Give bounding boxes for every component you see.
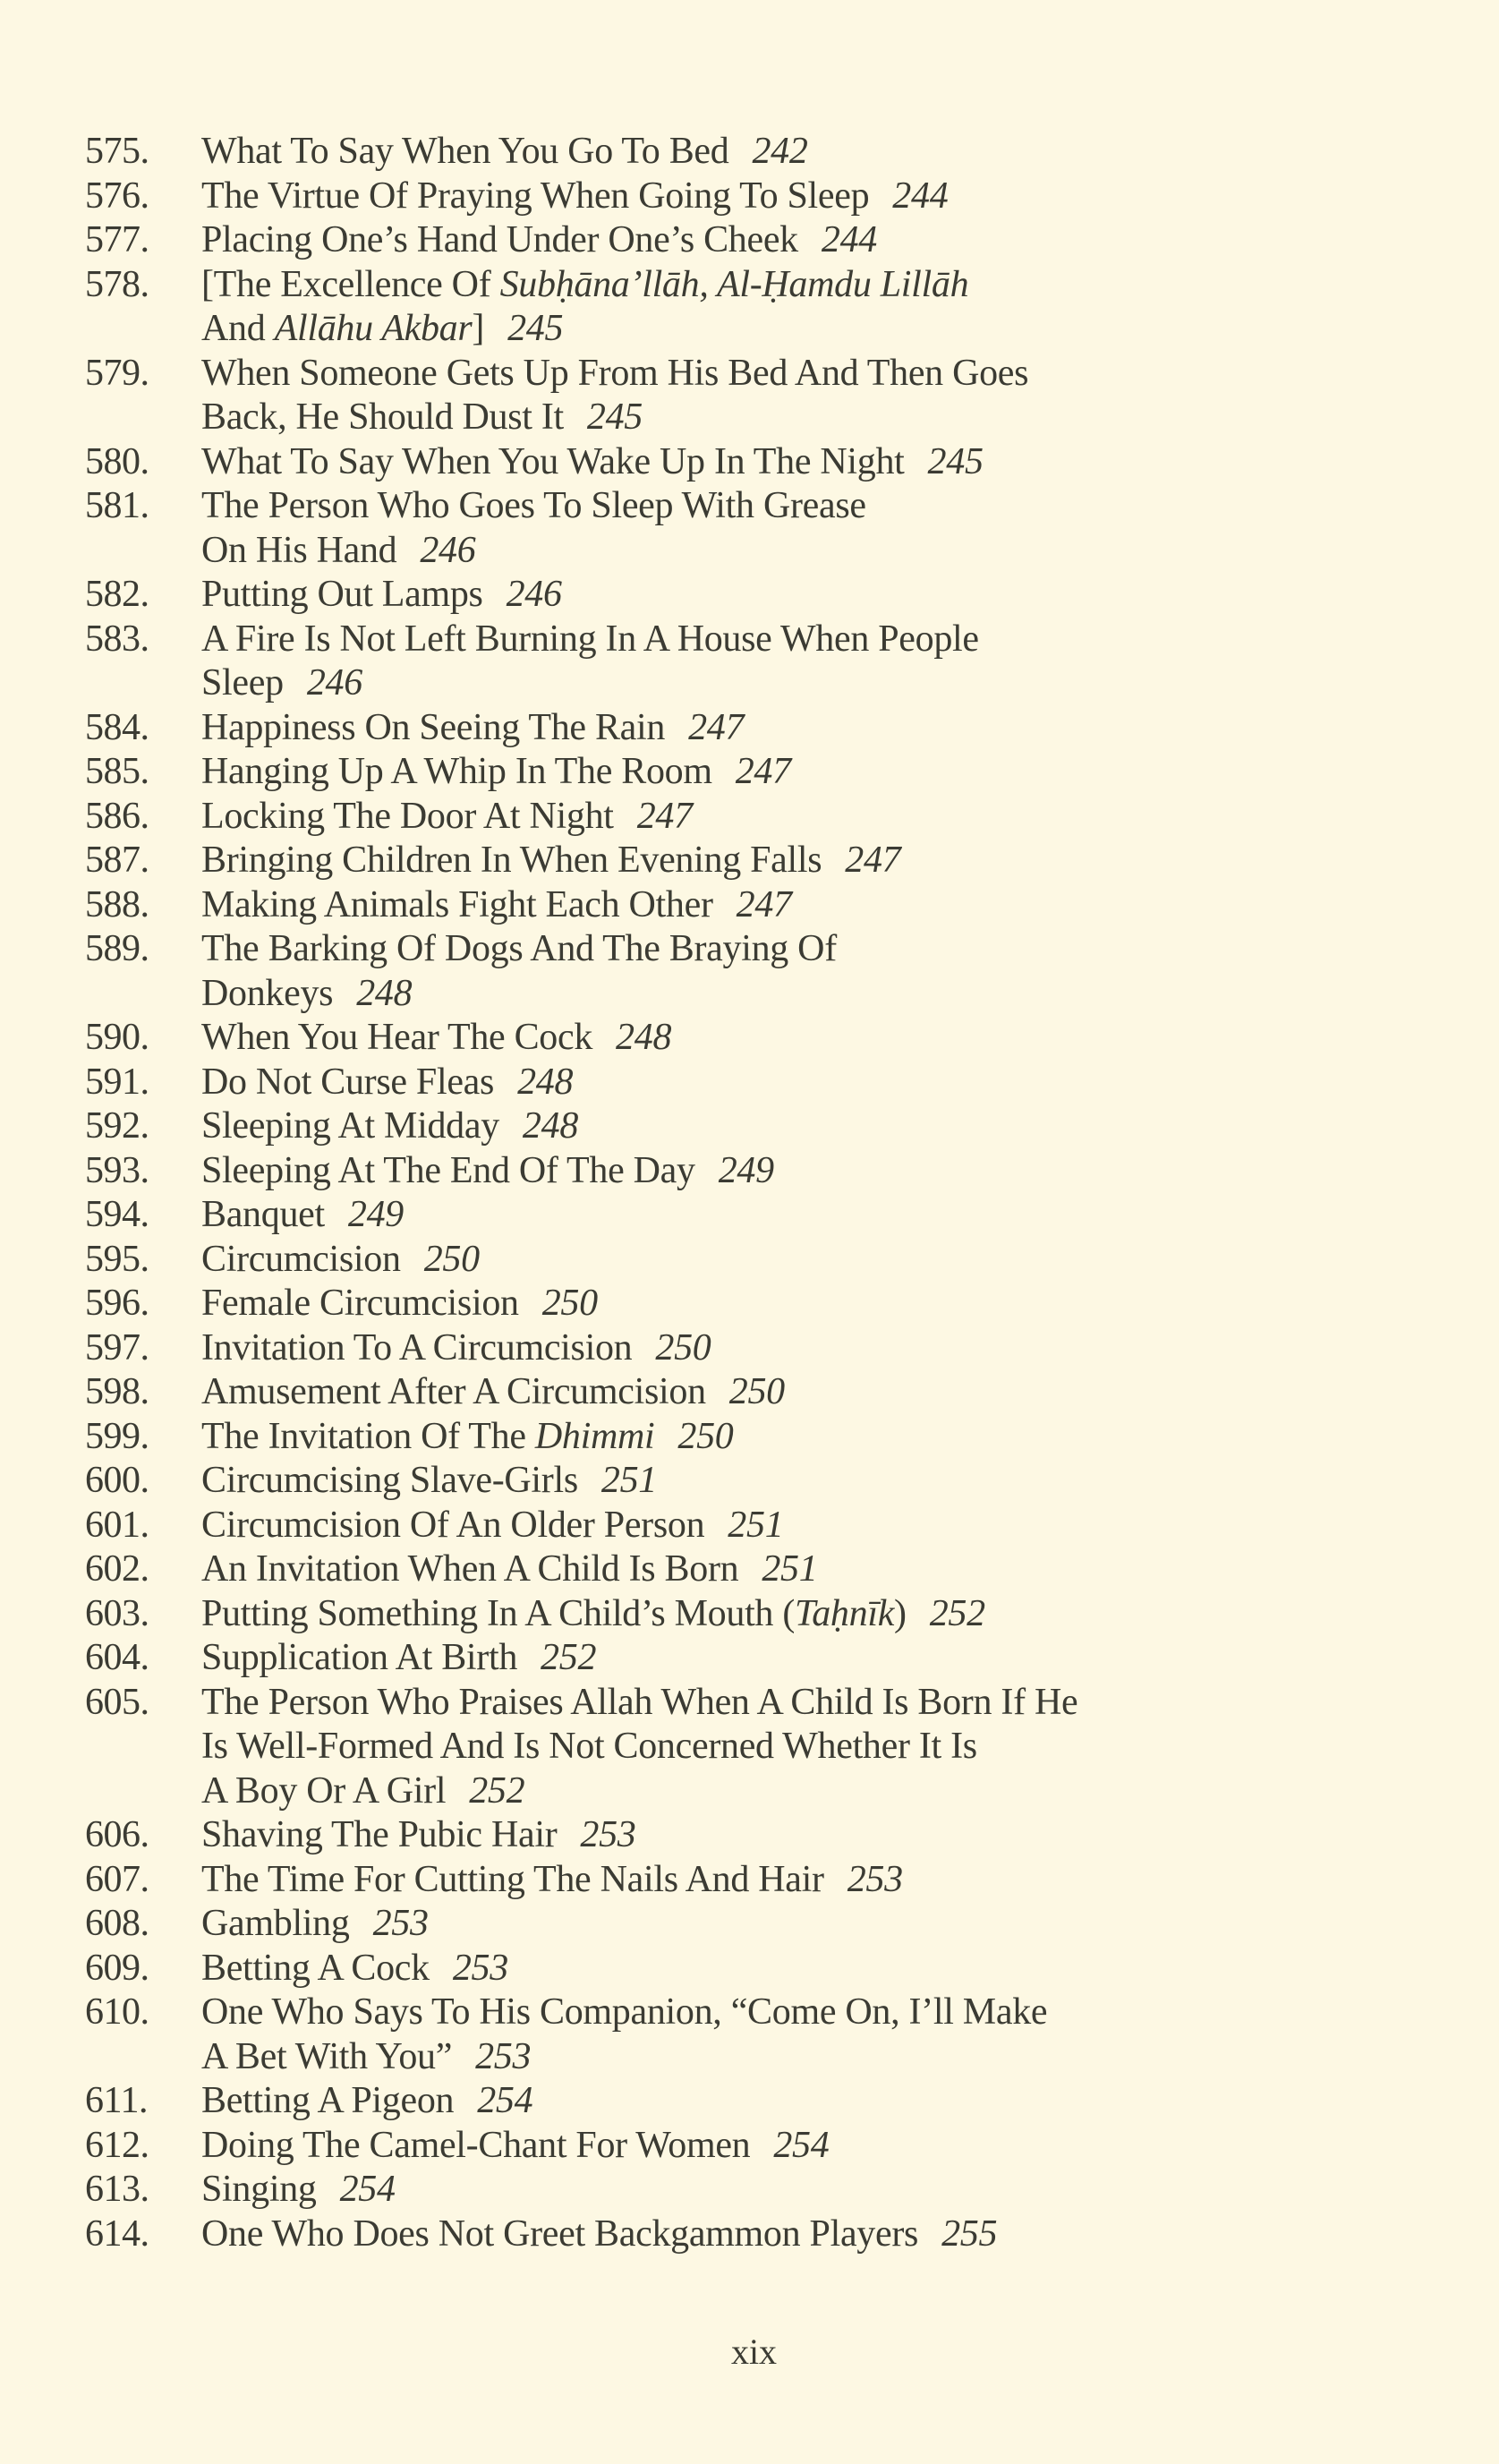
page-reference: 254	[477, 2080, 533, 2121]
entry-number: 607.	[85, 1858, 149, 1900]
page-reference: 247	[636, 795, 693, 837]
entry-title-line	[201, 2035, 1047, 2080]
page-reference: 244	[892, 175, 949, 217]
toc-entry	[85, 2168, 1410, 2212]
entry-title-line	[201, 661, 979, 706]
toc-entry	[85, 1592, 1410, 1637]
title-text: The Invitation Of The	[201, 1415, 535, 1457]
title-text: Circumcision	[201, 1238, 401, 1280]
toc-entry	[85, 1504, 1410, 1548]
entry-number: 602.	[85, 1548, 149, 1590]
page-reference: 245	[927, 440, 984, 482]
entry-title-line	[201, 2168, 396, 2212]
title-text: Shaving The Pubic Hair	[201, 1814, 558, 1855]
title-text: Locking The Door At Night	[201, 795, 614, 837]
entry-title	[201, 2168, 396, 2212]
entry-title	[201, 883, 792, 928]
entry-title	[201, 1504, 783, 1548]
title-text: Putting Something In A Child’s Mouth (	[201, 1592, 796, 1634]
entry-number: 585.	[85, 751, 149, 792]
entry-number: 596.	[85, 1283, 149, 1324]
title-text: One Who Says To His Companion, “Come On, I’ll Make	[201, 1991, 1048, 2033]
toc-entry	[85, 706, 1410, 751]
entry-title	[201, 175, 948, 219]
toc-entry	[85, 1459, 1410, 1504]
entry-title-line	[201, 1238, 480, 1283]
toc-entry	[85, 1858, 1410, 1903]
page-reference: 250	[728, 1371, 785, 1412]
entry-number: 594.	[85, 1194, 149, 1235]
toc-entry	[85, 1636, 1410, 1681]
toc-entry	[85, 618, 1410, 706]
page-reference: 245	[507, 308, 564, 349]
entry-title-line	[201, 839, 900, 883]
toc-entry	[85, 1947, 1410, 1991]
page-reference: 254	[773, 2124, 830, 2166]
entry-title-line	[201, 1947, 508, 1991]
title-text: Donkeys	[201, 972, 334, 1014]
entry-title-line	[201, 1061, 573, 1105]
entry-title	[201, 1902, 429, 1947]
title-text: ]	[472, 308, 485, 349]
entry-title	[201, 839, 900, 883]
title-text: Sleeping At Midday	[201, 1105, 499, 1147]
entry-title-line	[201, 130, 808, 175]
entry-title-line	[201, 1991, 1047, 2035]
toc-entry	[85, 1813, 1410, 1858]
entry-title-line	[201, 218, 877, 263]
entry-title-line	[201, 2124, 829, 2169]
entry-number: 576.	[85, 175, 149, 217]
title-text: Making Animals Fight Each Other	[201, 883, 713, 925]
page-reference: 242	[752, 131, 808, 172]
entry-title	[201, 1370, 785, 1415]
title-text: Is Well-Formed And Is Not Concerned Whether It Is	[201, 1726, 977, 1767]
entry-title	[201, 1061, 573, 1105]
entry-title	[201, 618, 979, 706]
page-reference: 246	[306, 662, 362, 703]
entry-title-line	[201, 1370, 785, 1415]
toc-entry	[85, 1902, 1410, 1947]
page-reference: 248	[616, 1017, 672, 1058]
toc-entry	[85, 352, 1410, 440]
toc-entry	[85, 750, 1410, 795]
entry-number: 609.	[85, 1947, 149, 1989]
entry-number: 587.	[85, 840, 149, 881]
entry-title-line	[201, 927, 837, 972]
entry-title-line	[201, 1415, 734, 1460]
entry-number: 586.	[85, 795, 149, 837]
toc-entry	[85, 573, 1410, 618]
entry-title	[201, 1858, 903, 1903]
entry-title	[201, 263, 968, 352]
entry-title-line	[201, 706, 744, 751]
title-text: Betting A Pigeon	[201, 2080, 455, 2121]
entry-title-line	[201, 1725, 1077, 1769]
page-reference: 250	[423, 1238, 480, 1280]
entry-title	[201, 1947, 508, 1991]
toc-entry	[85, 1370, 1410, 1415]
page-reference: 253	[452, 1947, 508, 1989]
entry-title-line	[201, 883, 792, 928]
page-reference: 251	[762, 1548, 818, 1590]
entry-title-line	[201, 263, 968, 308]
page-reference: 250	[541, 1283, 598, 1324]
title-text: On His Hand	[201, 529, 397, 571]
page-reference: 253	[372, 1903, 429, 1944]
entry-title-line	[201, 2212, 997, 2257]
entry-title-line	[201, 1459, 657, 1504]
page-reference: 247	[736, 883, 792, 925]
entry-title-line	[201, 1547, 817, 1592]
title-text: Do Not Curse Fleas	[201, 1061, 495, 1103]
title-text: Back, He Should Dust It	[201, 396, 564, 438]
toc-entry	[85, 218, 1410, 263]
entry-number: 610.	[85, 1991, 149, 2033]
entry-title-line	[201, 795, 693, 840]
toc-entry	[85, 1282, 1410, 1326]
entry-title	[201, 1681, 1077, 1814]
title-text: Bringing Children In When Evening Falls	[201, 840, 822, 881]
title-text: [The Excellence Of	[201, 263, 500, 305]
title-text: Amusement After A Circumcision	[201, 1371, 706, 1412]
title-text: When Someone Gets Up From His Bed And Then Goes	[201, 352, 1029, 394]
entry-title	[201, 795, 693, 840]
page-reference: 254	[339, 2169, 396, 2210]
entry-number: 591.	[85, 1061, 149, 1103]
entry-title-line	[201, 440, 984, 485]
entry-title	[201, 1326, 711, 1371]
toc-entry	[85, 1991, 1410, 2079]
title-text: Female Circumcision	[201, 1283, 519, 1324]
entry-title-line	[201, 1858, 903, 1903]
entry-title	[201, 706, 744, 751]
title-text: A Boy Or A Girl	[201, 1769, 447, 1812]
title-text: What To Say When You Wake Up In The Night	[201, 440, 905, 482]
entry-number: 589.	[85, 928, 149, 969]
page-number: xix	[730, 2332, 778, 2372]
entry-title	[201, 484, 866, 573]
toc-entry	[85, 1238, 1410, 1283]
entry-title-line	[201, 1193, 404, 1238]
page-reference: 248	[356, 972, 413, 1014]
entry-title-line	[201, 352, 1028, 396]
entry-title-line	[201, 573, 562, 618]
toc-entry	[85, 839, 1410, 883]
entry-title-line	[201, 750, 791, 795]
entry-title	[201, 1636, 596, 1681]
entry-title	[201, 573, 562, 618]
toc-entry	[85, 1326, 1410, 1371]
title-text: Hanging Up A Whip In The Room	[201, 751, 712, 792]
toc-entry	[85, 1061, 1410, 1105]
title-text: Putting Out Lamps	[201, 574, 483, 615]
toc-entry	[85, 927, 1410, 1016]
entry-title-line	[201, 307, 968, 352]
title-text: Circumcision Of An Older Person	[201, 1504, 705, 1546]
entry-number: 614.	[85, 2212, 149, 2255]
page-reference: 247	[845, 840, 901, 881]
title-text: The Virtue Of Praying When Going To Sleep	[201, 175, 870, 217]
toc-entry	[85, 1193, 1410, 1238]
entry-number: 579.	[85, 352, 149, 394]
entry-title-line	[201, 1813, 636, 1858]
entry-title-line	[201, 1282, 598, 1326]
table-of-contents	[85, 130, 1410, 2256]
title-text: A Fire Is Not Left Burning In A House When People	[201, 618, 979, 660]
toc-entry	[85, 1016, 1410, 1061]
title-text: And	[201, 308, 275, 349]
toc-entry	[85, 1547, 1410, 1592]
entry-title	[201, 1813, 636, 1858]
title-text: Doing The Camel-Chant For Women	[201, 2124, 751, 2166]
entry-title	[201, 130, 808, 175]
entry-title-line	[201, 1016, 671, 1061]
entry-title	[201, 2124, 829, 2169]
entry-title	[201, 440, 984, 485]
entry-title-line	[201, 1149, 774, 1194]
page-reference: 249	[347, 1194, 404, 1235]
entry-number: 612.	[85, 2124, 149, 2166]
entry-title	[201, 1592, 985, 1637]
entry-title	[201, 1149, 774, 1194]
entry-title-line	[201, 1104, 578, 1149]
toc-entry	[85, 263, 1410, 352]
entry-number: 597.	[85, 1326, 149, 1368]
entry-number: 603.	[85, 1592, 149, 1634]
page-reference: 247	[688, 706, 745, 748]
entry-title-line	[201, 1636, 596, 1681]
entry-number: 581.	[85, 485, 149, 526]
entry-title-line	[201, 2079, 532, 2124]
entry-number: 580.	[85, 440, 149, 482]
page-reference: 248	[522, 1105, 579, 1147]
entry-number: 595.	[85, 1238, 149, 1280]
page-reference: 248	[517, 1061, 574, 1103]
entry-title	[201, 1193, 404, 1238]
entry-title	[201, 2079, 532, 2124]
transliterated-term: Subḥāna’llāh, Al-Ḥamdu Lillāh	[499, 263, 969, 305]
toc-entry	[85, 883, 1410, 928]
entry-title	[201, 218, 877, 263]
page-reference: 246	[506, 574, 562, 615]
title-text: An Invitation When A Child Is Born	[201, 1548, 739, 1590]
toc-entry	[85, 2212, 1410, 2257]
transliterated-term: Dhimmi	[534, 1415, 655, 1457]
entry-title-line	[201, 396, 1028, 440]
entry-number: 604.	[85, 1637, 149, 1678]
title-text: The Barking Of Dogs And The Braying Of	[201, 928, 837, 969]
title-text: )	[894, 1592, 907, 1634]
page-reference: 252	[929, 1592, 985, 1634]
page-reference: 250	[655, 1326, 711, 1368]
toc-entry	[85, 2079, 1410, 2124]
entry-title	[201, 927, 837, 1016]
entry-number: 592.	[85, 1105, 149, 1147]
entry-title	[201, 1016, 671, 1061]
entry-title	[201, 1282, 598, 1326]
entry-number: 600.	[85, 1460, 149, 1501]
transliterated-term: Taḥnīk	[795, 1592, 895, 1634]
entry-title-line	[201, 1902, 429, 1947]
title-text: Betting A Cock	[201, 1947, 430, 1989]
title-text: Placing One’s Hand Under One’s Cheek	[201, 219, 798, 260]
title-text: When You Hear The Cock	[201, 1017, 593, 1058]
title-text: Singing	[201, 2169, 317, 2210]
title-text: Invitation To A Circumcision	[201, 1326, 633, 1368]
entry-title	[201, 750, 791, 795]
toc-entry	[85, 1415, 1410, 1460]
title-text: The Person Who Praises Allah When A Child Is Born If He	[201, 1681, 1078, 1723]
title-text: Happiness On Seeing The Rain	[201, 706, 666, 748]
page-reference: 252	[469, 1769, 525, 1812]
page-reference: 246	[420, 529, 476, 571]
toc-entry	[85, 130, 1410, 175]
entry-number: 613.	[85, 2169, 149, 2210]
entry-title	[201, 352, 1028, 440]
entry-title-line	[201, 1681, 1077, 1726]
entry-number: 606.	[85, 1814, 149, 1855]
entry-title	[201, 1991, 1047, 2079]
entry-number: 575.	[85, 131, 149, 172]
entry-title-line	[201, 1504, 783, 1548]
entry-title-line	[201, 1592, 985, 1637]
entry-title-line	[201, 1769, 1077, 1814]
toc-entry	[85, 440, 1410, 485]
title-text: Sleeping At The End Of The Day	[201, 1149, 695, 1191]
toc-entry	[85, 175, 1410, 219]
toc-entry	[85, 2124, 1410, 2169]
title-text: A Bet With You”	[201, 2035, 453, 2077]
page-reference: 253	[847, 1858, 903, 1900]
entry-title-line	[201, 484, 866, 529]
entry-title-line	[201, 175, 948, 219]
page-reference: 251	[600, 1460, 658, 1501]
toc-entry	[85, 1149, 1410, 1194]
entry-title	[201, 1547, 817, 1592]
page-reference: 251	[728, 1504, 784, 1546]
page-reference: 253	[580, 1814, 636, 1855]
entry-title-line	[201, 972, 837, 1017]
entry-number: 577.	[85, 219, 149, 260]
title-text: The Person Who Goes To Sleep With Grease	[201, 485, 866, 526]
entry-number: 584.	[85, 706, 149, 748]
entry-number: 578.	[85, 263, 149, 305]
entry-number: 599.	[85, 1415, 149, 1457]
page-reference: 255	[941, 2212, 998, 2255]
title-text: Gambling	[201, 1903, 350, 1944]
page-reference: 244	[821, 219, 877, 260]
entry-number: 583.	[85, 618, 149, 660]
entry-title	[201, 1459, 657, 1504]
title-text: The Time For Cutting The Nails And Hair	[201, 1858, 824, 1900]
title-text: Supplication At Birth	[201, 1637, 518, 1678]
entry-number: 605.	[85, 1681, 149, 1723]
toc-entry	[85, 1104, 1410, 1149]
entry-title	[201, 1238, 480, 1283]
title-text: What To Say When You Go To Bed	[201, 131, 729, 172]
page-reference: 252	[541, 1637, 597, 1678]
page-reference: 253	[475, 2035, 532, 2077]
entry-number: 601.	[85, 1504, 149, 1546]
title-text: Banquet	[201, 1194, 325, 1235]
entry-number: 590.	[85, 1017, 149, 1058]
entry-number: 582.	[85, 574, 149, 615]
toc-entry	[85, 484, 1410, 573]
entry-number: 593.	[85, 1149, 149, 1191]
page-reference: 250	[677, 1415, 734, 1457]
toc-entry	[85, 1681, 1410, 1814]
transliterated-term: Allāhu Akbar	[274, 308, 473, 349]
page-reference: 249	[718, 1149, 774, 1191]
page-reference: 245	[586, 396, 643, 438]
page-reference: 247	[735, 751, 791, 792]
title-text: Circumcising Slave-Girls	[201, 1460, 578, 1501]
entry-title	[201, 1104, 578, 1149]
title-text: Sleep	[201, 662, 284, 703]
entry-title	[201, 2212, 997, 2257]
entry-number: 611.	[85, 2080, 148, 2121]
entry-title	[201, 1415, 734, 1460]
toc-entry	[85, 795, 1410, 840]
entry-number: 588.	[85, 883, 149, 925]
title-text: One Who Does Not Greet Backgammon Players	[201, 2212, 919, 2255]
entry-title-line	[201, 529, 866, 574]
entry-number: 608.	[85, 1903, 149, 1944]
entry-title-line	[201, 1326, 711, 1371]
entry-title-line	[201, 618, 979, 662]
entry-number: 598.	[85, 1371, 149, 1412]
